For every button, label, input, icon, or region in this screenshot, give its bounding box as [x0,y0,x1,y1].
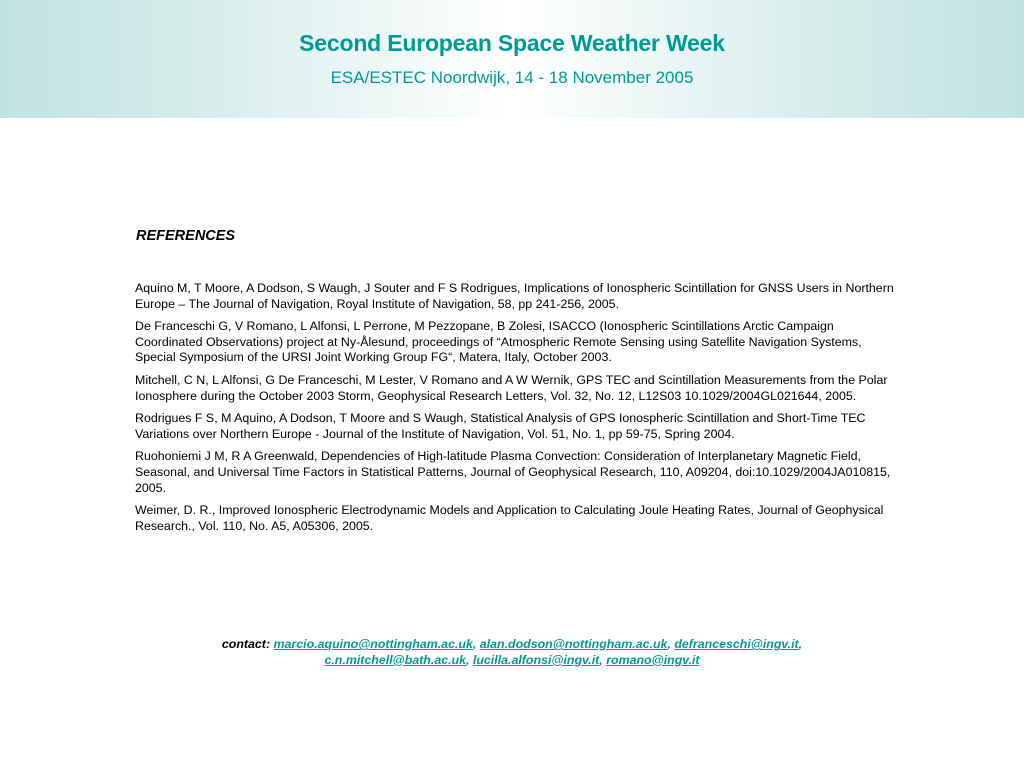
email-link-alfonsi[interactable]: lucilla.alfonsi@ingv.it [472,652,600,667]
reference-item: Ruohoniemi J M, R A Greenwald, Dependencies of High-latitude Plasma Convection: Consideration of Interplanetary Magnetic Field, Seasonal, and Universal Time Factors in Statistical Patterns, Journal of Geophysical Research, 110, A09204, doi:10.1029/2004JA010815, 2005. [135,449,891,495]
email-link-defranceschi[interactable]: defranceschi@ingv.it [674,637,799,651]
header-banner [0,0,1024,118]
email-separator: , [466,652,470,667]
email-separator: , [667,637,671,651]
reference-item: Weimer, D. R., Improved Ionospheric Electrodynamic Models and Application to Calculating Joule Heating Rates, Journal of Geophysical Research., Vol. 110, No. A5, A05306, 2005. [135,503,884,533]
email-link-aquino[interactable]: marcio.aquino@nottingham.ac.uk [273,637,473,651]
email-separator: , [472,637,477,651]
conference-title: Second European Space Weather Week [299,30,725,56]
email-link-romano[interactable]: romano@ingv.it [606,652,700,667]
contact-line-2 [0,653,1024,669]
email-separator: , [599,652,603,667]
reference-item: Mitchell, C N, L Alfonsi, G De Franceschi, M Lester, V Romano and A W Wernik, GPS TEC and Scintillation Measurements from the Polar Ionosphere during the October 2003 Storm, Geophysical Research Letters, Vol. 32, No. 12, L12S03 10.1029/2004GL021644, 2005. [135,372,888,403]
contact-block [0,637,1024,668]
reference-item: Aquino M, T Moore, A Dodson, S Waugh, J Souter and F S Rodrigues, Implications of Ionospheric Scintillation for GNSS Users in Northern Europe – The Journal of Navigation, Royal Institute of Navigation, 58, pp 241-256, 2005. [135,281,894,311]
references-heading: REFERENCES [136,228,236,244]
conference-subtitle: ESA/ESTEC Noordwijk, 14 - 18 November 2005 [330,68,694,87]
references-list [135,281,895,541]
contact-line-1 [0,637,1024,653]
reference-item: De Franceschi G, V Romano, L Alfonsi, L Perrone, M Pezzopane, B Zolesi, ISACCO (Ionospheric Scintillations Arctic Campaign Coordinated Observations) project at Ny-Ålesund, proceedings of “Atmospheric Remote Sensing using Satellite Navigation Systems, Special Symposium of the URSI Joint Working Group FG“, Matera, Italy, October 2003. [135,319,862,365]
email-link-mitchell[interactable]: c.n.mitchell@bath.ac.uk [324,652,466,667]
contact-label: contact: [221,637,271,651]
email-link-dodson[interactable]: alan.dodson@nottingham.ac.uk [479,637,668,651]
email-separator: , [798,637,803,651]
reference-item: Rodrigues F S, M Aquino, A Dodson, T Moore and S Waugh, Statistical Analysis of GPS Ionospheric Scintillation and Short-Time TEC Variations over Northern Europe - Journal of the Institute of Navigation, Vol. 51, No. 1, pp 59-75, Spring 2004. [135,411,866,441]
